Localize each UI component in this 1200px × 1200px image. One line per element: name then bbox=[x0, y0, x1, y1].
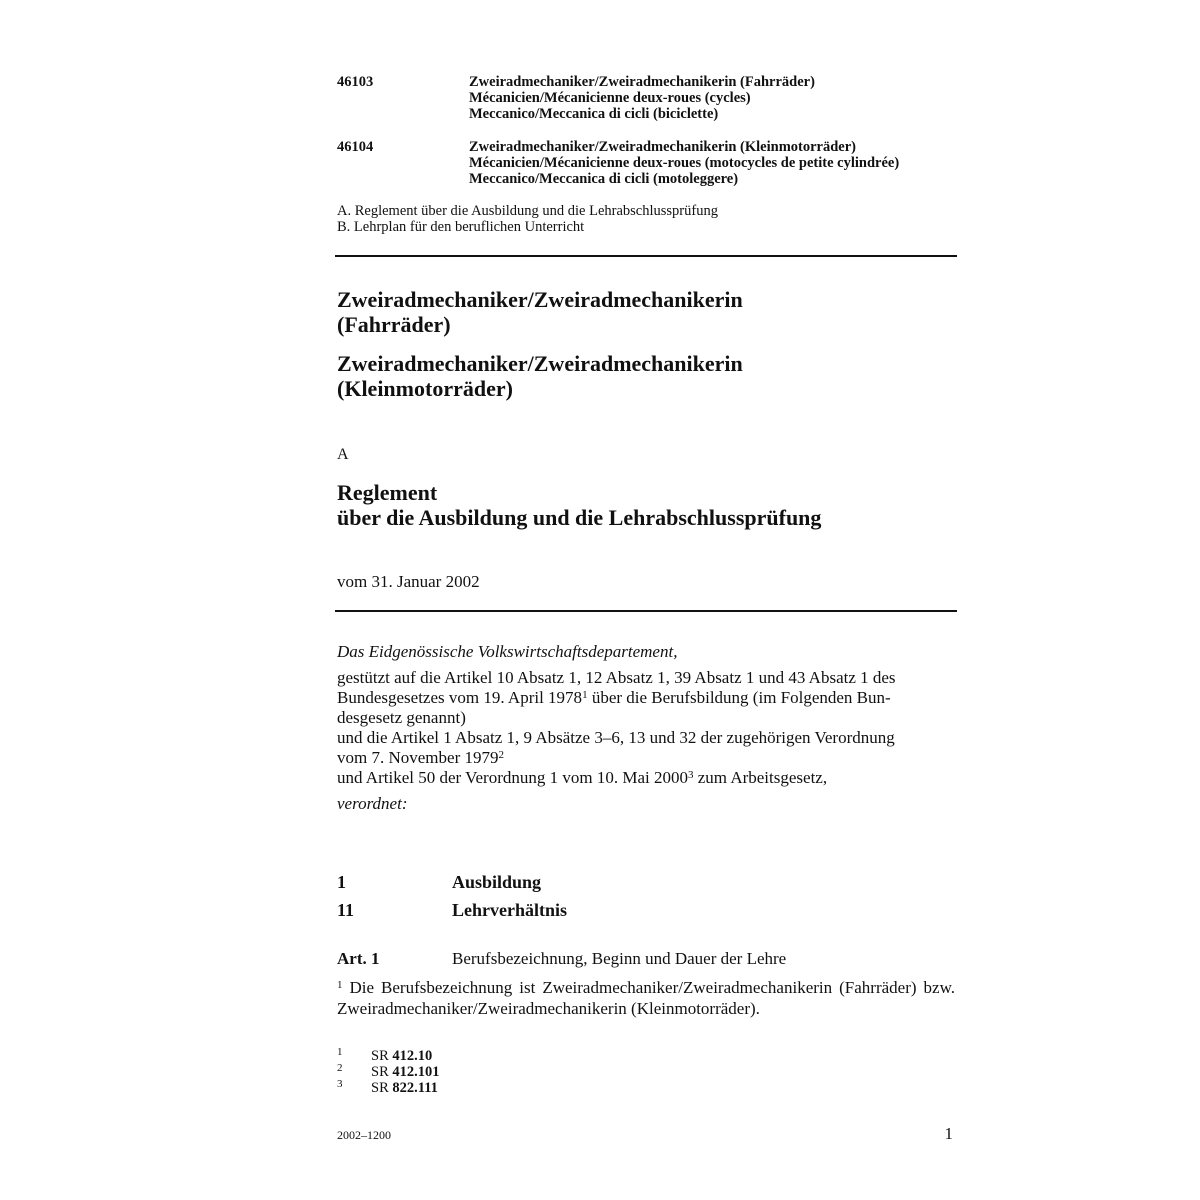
reglement-title bbox=[337, 480, 821, 530]
footnote-mark: 1 bbox=[337, 1046, 343, 1058]
footnote-ref[interactable]: 2 bbox=[498, 749, 504, 761]
part-letter: A bbox=[337, 446, 349, 463]
preamble-line: und die Artikel 1 Absatz 1, 9 Absätze 3–6, 13 und 32 der zugehörigen Verordnung bbox=[337, 728, 895, 747]
paragraph-text: Die Berufsbezeichnung ist Zweiradmechaniker/Zweiradmechanikerin (Fahrräder) bzw. Zweiradmechaniker/Zweiradmechanikerin (Kleinmotorräder). bbox=[337, 978, 955, 1018]
footnote-ref[interactable]: 3 bbox=[687, 769, 694, 781]
reglement-title-line: Reglement bbox=[337, 480, 438, 505]
footnote-mark: 3 bbox=[337, 1078, 343, 1090]
divider bbox=[335, 255, 957, 257]
preamble-line: desgesetz genannt) bbox=[337, 708, 466, 727]
decree-date: vom 31. Januar 2002 bbox=[337, 572, 480, 591]
reglement-title-line: über die Ausbildung und die Lehrabschlussprüfung bbox=[337, 505, 822, 530]
article-label: Art. 1 bbox=[337, 949, 380, 968]
preamble-line: gestützt auf die Artikel 10 Absatz 1, 12 Absatz 1, 39 Absatz 1 und 43 Absatz 1 des bbox=[337, 668, 896, 687]
footnote-ref-number[interactable]: 822.111 bbox=[392, 1080, 438, 1096]
title-line: Zweiradmechaniker/Zweiradmechanikerin bbox=[337, 287, 743, 312]
title-fahrraeder bbox=[337, 287, 743, 337]
paragraph-number: 1 bbox=[337, 979, 343, 991]
code-line-de: Zweiradmechaniker/Zweiradmechanikerin (Kleinmotorräder) bbox=[469, 139, 857, 155]
footnote-ref-number[interactable]: 412.101 bbox=[392, 1064, 440, 1080]
parts-list bbox=[337, 204, 718, 235]
document-page: 46103 Zweiradmechaniker/Zweiradmechanikerin (Fahrräder) Mécanicien/Mécanicienne deux-roues (cycles) Meccanico/Meccanica di cicli (biciclette) 46104 Zweiradmechaniker/Zweiradmechanikerin (Kleinmotorräder) Mécanicien/Mécanicienne deux-roues (motocycles de petite cylindrée) Meccanico/Meccanica di cicli (motoleggere) A. Reglement über die Ausbildung und die Lehrabschlussprüfung B. Lehrplan für den beruflichen Unterricht Zweiradmechaniker/Zweiradmechanikerin (Fahrräder) Zweiradmechaniker/Zweiradmechanikerin (Kleinmotorräder) A Reglement über die Ausbildung und die Lehrabschlussprüfung vom 31. Januar 2002 Das Eidgenössische Volkswirtschaftsdepartement, gestützt auf die Artikel 10 Absatz 1, 12 Absatz 1, 39 Absatz 1 und 43 Absatz 1 des Bundesgesetzes vom 19. April 1978$^1$ über die Berufsbildung (im Folgenden Bun- desgesetz genannt) und die Artikel 1 Absatz 1, 9 Absätze 3–6, 13 und 32 der zugehörigen Verordnung vom 7. November 1979$^2$ und Artikel 50 der Verordnung 1 vom 10. Mai 2000$^3$ zum Arbeitsgesetz, verordnet: 1 Ausbildung 11 Lehrverhältnis Art. 1 Berufsbezeichnung, Beginn und Dauer der Lehre $^1$ Die Berufsbezeichnung ist Zweiradmechaniker/Zweiradmechanikerin (Fahrräder) bzw. Zweiradmechaniker/Zweiradmechanikerin (Kleinmotorräder). 1 SR 412.10 2 SR 412.101 3 SR 822.111 2002–1200 1 bbox=[337, 74, 955, 1143]
section-number: 11 bbox=[337, 900, 355, 920]
title-kleinmotorraeder bbox=[337, 351, 743, 401]
section-number: 1 bbox=[337, 872, 346, 892]
title-line: (Fahrräder) bbox=[337, 312, 451, 337]
code-line-fr: Mécanicien/Mécanicienne deux-roues (cycles) bbox=[469, 90, 751, 106]
footnote-mark: 2 bbox=[337, 1062, 343, 1074]
code-line-it: Meccanico/Meccanica di cicli (biciclette) bbox=[469, 106, 719, 122]
page-number: 1 bbox=[944, 1124, 953, 1143]
article-title: Berufsbezeichnung, Beginn und Dauer der Lehre bbox=[452, 949, 787, 968]
parts-list-item: A. Reglement über die Ausbildung und die Lehrabschlussprüfung bbox=[337, 203, 718, 219]
title-line: (Kleinmotorräder) bbox=[337, 376, 513, 401]
code-number: 46103 bbox=[337, 74, 374, 90]
preamble-line: vom 7. November 1979$^2$ bbox=[337, 748, 504, 767]
section-title: Lehrverhältnis bbox=[452, 900, 567, 920]
section-title: Ausbildung bbox=[452, 872, 542, 892]
code-number: 46104 bbox=[337, 139, 374, 155]
preamble-line: und Artikel 50 der Verordnung 1 vom 10. Mai 2000$^3$ zum Arbeitsgesetz, bbox=[337, 768, 828, 787]
preamble-authority: Das Eidgenössische Volkswirtschaftsdepartement, bbox=[337, 642, 678, 661]
code-line-fr: Mécanicien/Mécanicienne deux-roues (motocycles de petite cylindrée) bbox=[469, 155, 900, 171]
preamble-verb: verordnet: bbox=[337, 794, 408, 813]
footnote-ref-number[interactable]: 412.10 bbox=[392, 1048, 433, 1064]
title-line: Zweiradmechaniker/Zweiradmechanikerin bbox=[337, 351, 743, 376]
preamble-basis bbox=[337, 668, 943, 788]
preamble-line: Bundesgesetzes vom 19. April 1978$^1$ über die Berufsbildung (im Folgenden Bun- bbox=[337, 688, 891, 707]
parts-list-item: B. Lehrplan für den beruflichen Unterricht bbox=[337, 218, 585, 235]
footnote-ref[interactable]: 1 bbox=[582, 689, 588, 701]
divider bbox=[335, 610, 957, 612]
code-line-it: Meccanico/Meccanica di cicli (motoleggere) bbox=[469, 171, 739, 187]
code-line-de: Zweiradmechaniker/Zweiradmechanikerin (Fahrräder) bbox=[469, 74, 815, 90]
document-code: 2002–1200 bbox=[337, 1128, 391, 1142]
article-paragraph bbox=[337, 977, 955, 1019]
